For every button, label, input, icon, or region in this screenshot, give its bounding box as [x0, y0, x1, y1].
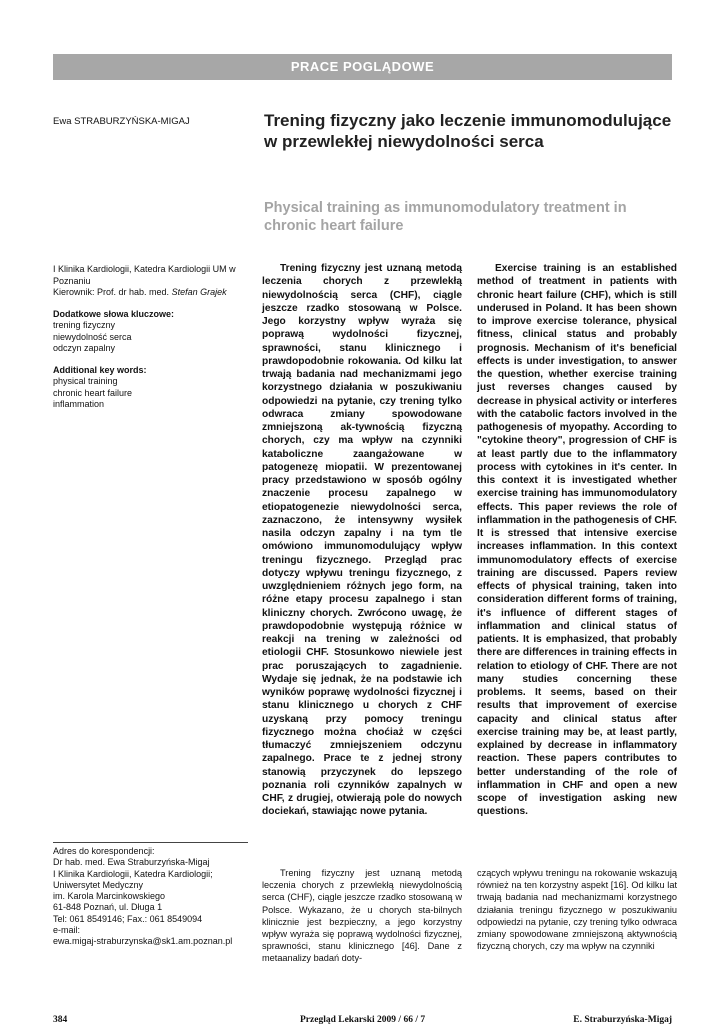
correspondence-line: Dr hab. med. Ewa Straburzyńska-Migaj: [53, 857, 210, 868]
keywords-en-title: Additional key words:: [53, 364, 147, 375]
abstract-english: [477, 262, 677, 819]
article-title: Trening fizyczny jako leczenie immunomodulujące w przewlekłej niewydolności serca: [264, 111, 672, 151]
keyword: niewydolność serca: [53, 331, 132, 342]
correspondence-line: Uniwersytet Medyczny: [53, 879, 144, 890]
correspondence-line: 61-848 Poznań, ul. Długa 1: [53, 902, 163, 913]
head-label: Kierownik: Prof. dr hab. med.: [53, 287, 170, 297]
keywords-en-block: [53, 365, 248, 411]
author-name: Ewa STRABURZYŃSKA-MIGAJ: [53, 116, 190, 127]
correspondence-email: ewa.migaj-straburzynska@sk1.am.poznan.pl: [53, 936, 233, 947]
page-number: 384: [53, 1015, 68, 1025]
correspondence-line: I Klinika Kardiologii, Katedra Kardiologii;: [53, 868, 213, 879]
abstract-polish: [262, 262, 462, 819]
affiliation-block: [53, 264, 248, 299]
head-of-clinic: [53, 287, 248, 299]
body-column-2: [477, 867, 677, 952]
body-paragraph: czących wpływu treningu na rokowanie wskazują również na ten korzystny aspekt [16]. Od kilku lat trwają badania nad mechanizmami korzystnego działania treningu fizycznego w poszukiwaniu odpowiedzi na pytanie, czy trening tylko odwraca zmiany spowodowane zmniejszoną aktywnością fizyczną chorych, czy ma wpływ na czynniki: [477, 868, 677, 952]
sidebar: [53, 264, 248, 421]
article-subtitle: Physical training as immunomodulatory treatment in chronic heart failure: [264, 200, 627, 234]
correspondence-divider: [53, 842, 248, 843]
correspondence-label: Adres do korespondencji:: [53, 846, 155, 856]
head-name: Stefan Grajek: [171, 287, 227, 297]
keywords-pl-title: Dodatkowe słowa kluczowe:: [53, 308, 175, 319]
body-paragraph: Trening fizyczny jest uznaną metodą leczenia chorych z przewlekłą niewydolnością serca (CHF), ciągle jeszcze rzadko stosowaną w Polsce. Wykazano, że u chorych sta-bilnych klinicznie jest bezpieczny, a jego korzystny wpływ wyraża się poprawą wydolności fizycznej, sprawności, stanu klinicznego [46]. Dane z metaanalizy badań doty-: [262, 868, 462, 964]
correspondence-address: [53, 846, 253, 948]
correspondence-line: Tel: 061 8549146; Fax.: 061 8549094: [53, 913, 203, 924]
correspondence-line: im. Karola Marcinkowskiego: [53, 891, 166, 902]
abstract-english-text: Exercise training is an established method of treatment in patients with chronic heart failure (CHF), which is still underused in Poland. It has been shown to improve exercise tolerance, physical fitness, clinical status and probably prognosis. Mechanism of it's beneficial effects is under investigation, to answer the question, whether exercise training just reverses changes caused by decrease in physical activity or interferes with the catabolic factors involved in the pathogenesis of myopathy. According to "cytokine theory", progression of CHF is at least partly due to the inflammatory process with cytokines in it's center. In this context it is investigated whether exercise training has immunomodulatory effects. This paper reviews the role of inflammation in the pathogenesis of CHF. It is stressed that intensive exercise increases inflammation. In this context immunomodulatory effects of exercise training are discussed. Papers review effects of physical training, taken into consideration different forms of training, it's influence of different stages of inflammation and clinical status of patients. It is emphasized, that probably there are differences in training effects in relation to etiology of CHF. There are not many studies concerning these problems. It seems, based on their results that improvement of exercise capacity and clinical status after exercise training may be, at least partly, explained by decrease in inflammatory reaction. These papers contributes to better understanding of the role of inflammation in CHF and open a new scope of investigation asking new questions.: [477, 263, 677, 818]
keyword: trening fizyczny: [53, 320, 116, 330]
keywords-pl-block: [53, 309, 248, 355]
footer-author: E. Straburzyńska-Migaj: [573, 1015, 672, 1025]
abstract-polish-text: Trening fizyczny jest uznaną metodą leczenia chorych z przewlekłą niewydolnością serca (CHF), ciągle jeszcze rzadko stosowaną w Polsce. Jego korzystny wpływ wyraża się poprawą wydolności fizycznej, sprawności, stanu klinicznego i prawdopodobnie rokowania. Od kilku lat trwają badania nad mechanizmami jego korzystnego działania w poszukiwaniu odpowiedzi na pytanie, czy trening tylko odwraca zmiany spowodowane zmniejszoną ak-tywnością fizyczną chorych, czy ma wpływ na czynniki kataboliczne zaangażowane w patogenezę miopatii. W prezentowanej pracy przedstawiono w sposób ogólny znaczenie procesu zapalnego w etiopatogenezie niewydolności serca, zaznaczono, że intensywny wysiłek nasila odczyn zapalny i na tym tle omówiono immunomodulujący wpływ treningu fizycznego. Przegląd prac dotyczy wpływu treningu fizycznego, z uwzględnieniem różnych jego form, na różne etapy procesu zapalnego i stan kliniczny chorych. Zwrócono uwagę, że prawdopodobnie występują różnice w reakcji na trening w zależności od etiologii CHF. Stosunkowo niewiele jest prac poruszających to zagadnienie. Wydaje się jednak, że na podstawie ich wyników poprawę wydolności fizycznej i stanu klinicznego u chorych z CHF uzyskaną przy pomocy treningu fizycznego można choćiaż w części tłumaczyć zmniejszeniem odczynu zapalnego. Prace te z jednej strony stanowią przyczynek do lepszego poznania roli czynników zapalnych w CHF, z drugiej, otwierają pole do nowych dociekań, stawiając nowe pytania.: [262, 263, 462, 818]
body-column-1: [262, 867, 462, 965]
keyword: inflammation: [53, 399, 105, 409]
section-banner: PRACE POGLĄDOWE: [53, 54, 672, 80]
correspondence-line: e-mail:: [53, 925, 81, 936]
affiliation: I Klinika Kardiologii, Katedra Kardiologii UM w Poznaniu: [53, 264, 236, 286]
keyword: physical training: [53, 376, 118, 386]
keyword: chronic heart failure: [53, 387, 133, 398]
keyword: odczyn zapalny: [53, 343, 116, 353]
journal-footer: Przegląd Lekarski 2009 / 66 / 7: [300, 1015, 426, 1025]
